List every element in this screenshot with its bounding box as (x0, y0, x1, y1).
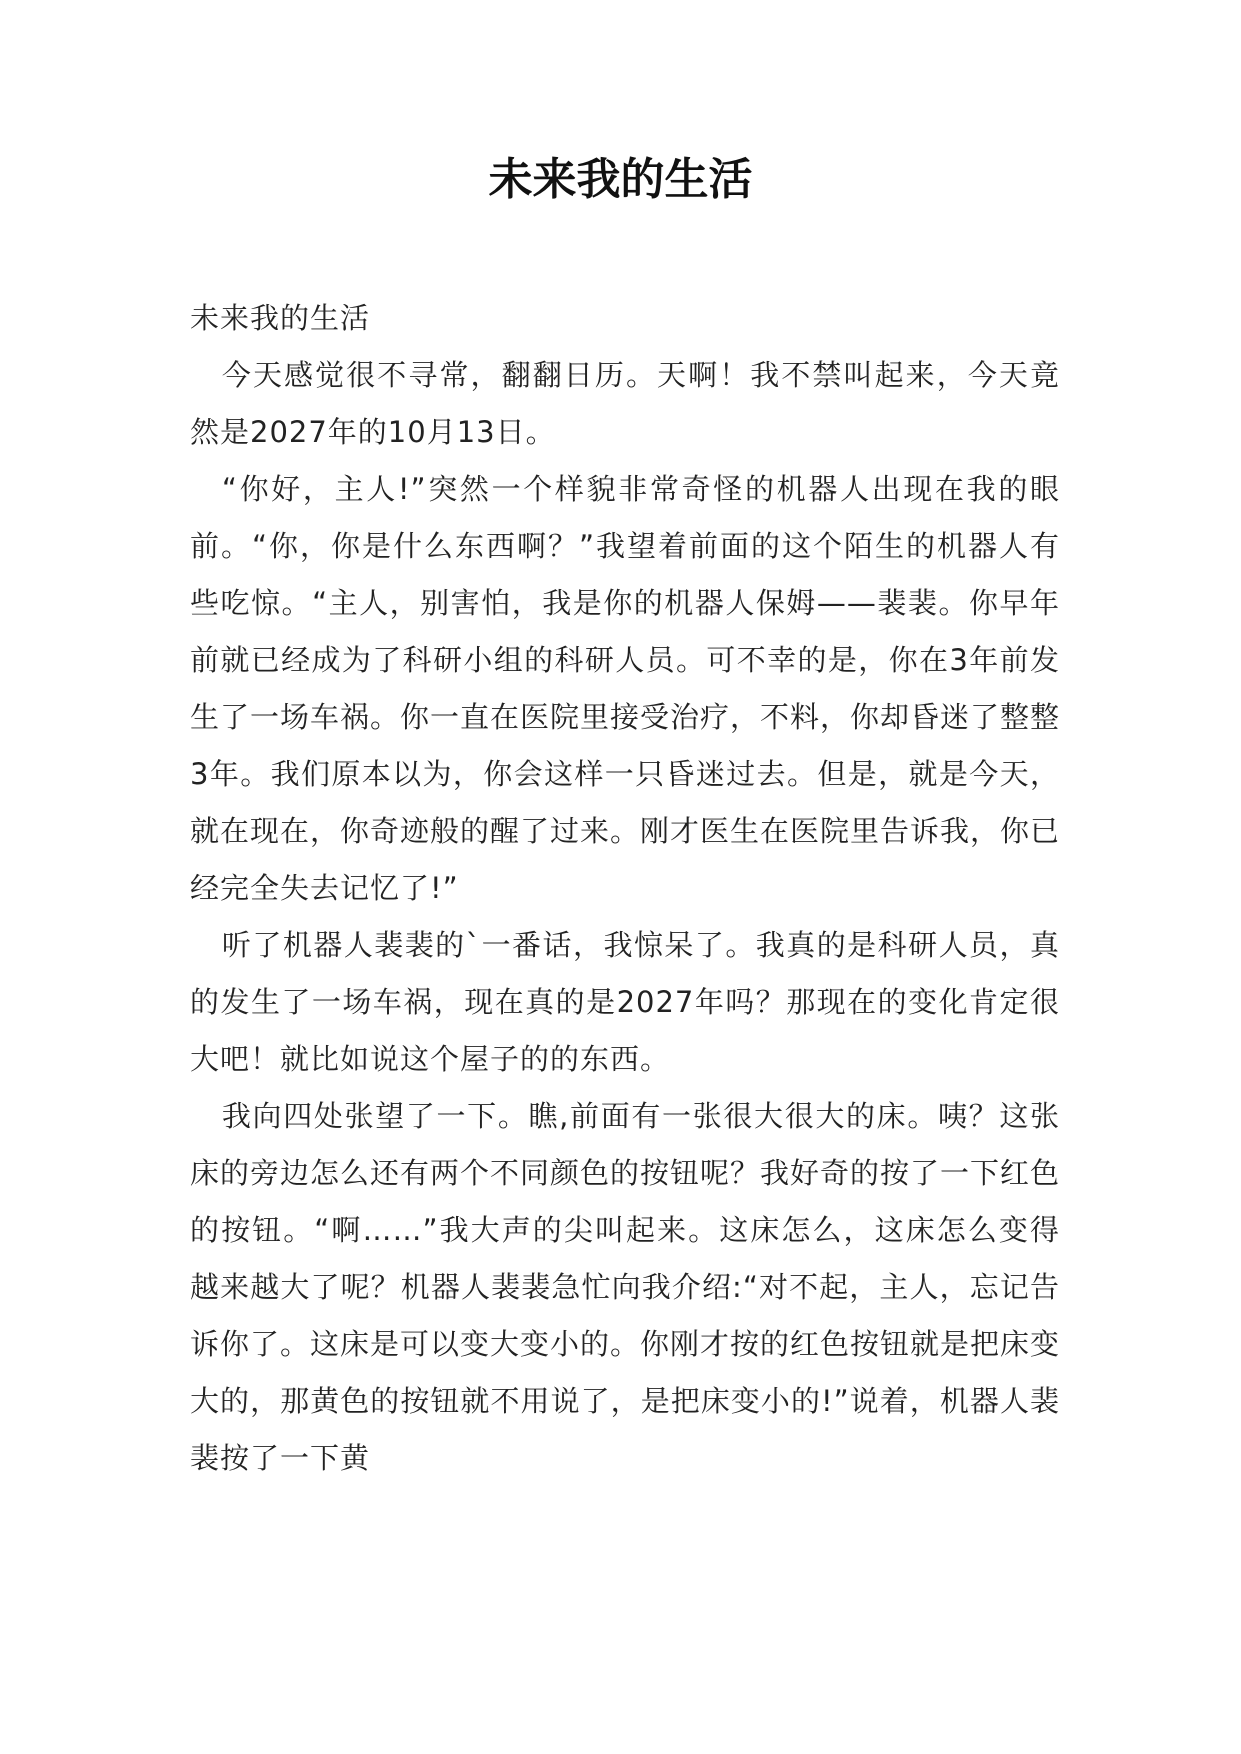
paragraph: 今天感觉很不寻常，翻翻日历。天啊！我不禁叫起来，今天竟然是2027年的10月13日。 (190, 358, 1060, 449)
document-body (190, 290, 1060, 1487)
paragraph-subtitle: 未来我的生活 (190, 301, 371, 335)
paragraph: 听了机器人裴裴的`一番话，我惊呆了。我真的是科研人员，真的发生了一场车祸，现在真的是2027年吗？那现在的变化肯定很大吧！就比如说这个屋子的的东西。 (190, 928, 1060, 1076)
document-title: 未来我的生活 (488, 154, 753, 205)
paragraph: “你好，主人!”突然一个样貌非常奇怪的机器人出现在我的眼前。“你，你是什么东西啊？”我望着前面的这个陌生的机器人有些吃惊。“主人，别害怕，我是你的机器人保姆——裴裴。你早年前就已经成为了科研小组的科研人员。可不幸的是，你在3年前发生了一场车祸。你一直在医院里接受治疗，不料，你却昏迷了整整3年。我们原本以为，你会这样一只昏迷过去。但是，就是今天，就在现在，你奇迹般的醒了过来。刚才医生在医院里告诉我，你已经完全失去记忆了!” (190, 472, 1061, 905)
paragraph: 我向四处张望了一下。瞧,前面有一张很大很大的床。咦？这张床的旁边怎么还有两个不同颜色的按钮呢？我好奇的按了一下红色的按钮。“啊……”我大声的尖叫起来。这床怎么，这床怎么变得越来越大了呢？机器人裴裴急忙向我介绍:“对不起，主人，忘记告诉你了。这床是可以变大变小的。你刚才按的红色按钮就是把床变大的，那黄色的按钮就不用说了，是把床变小的!”说着，机器人裴裴按了一下黄 (190, 1099, 1061, 1475)
